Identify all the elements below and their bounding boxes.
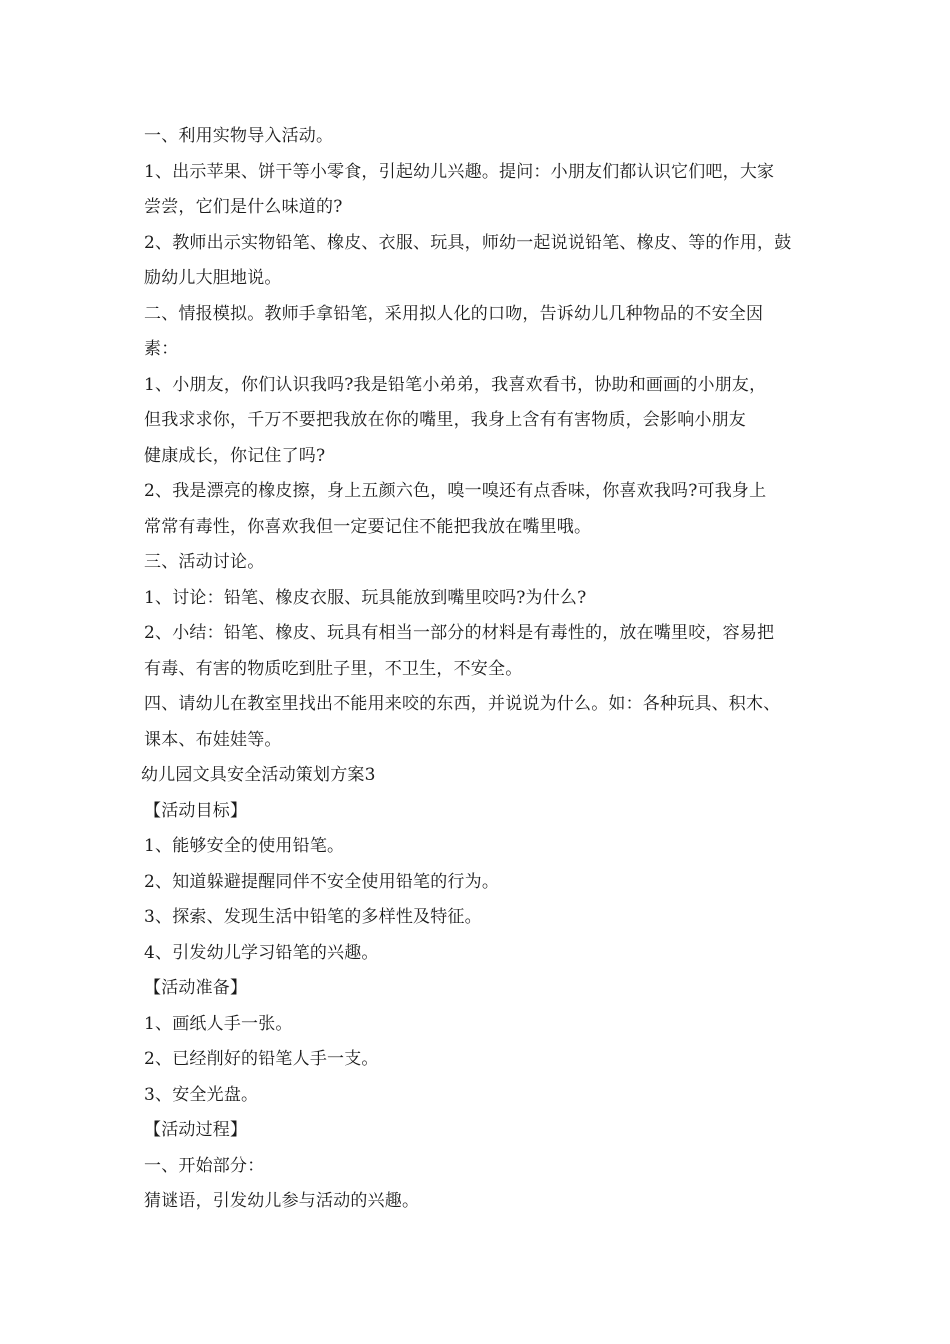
document-body xyxy=(141,119,808,1220)
paragraph-line: 1、讨论：铅笔、橡皮衣服、玩具能放到嘴里咬吗?为什么? xyxy=(144,587,587,608)
bracket-heading: 【活动过程】 xyxy=(144,1120,248,1140)
paragraph-line: 励幼儿大胆地说。 xyxy=(144,268,282,288)
bracket-heading: 【活动目标】 xyxy=(144,800,248,821)
section-heading: 一、开始部分： xyxy=(144,1155,265,1176)
paragraph-line: 尝尝，它们是什么味道的? xyxy=(144,197,343,217)
paragraph-line: 健康成长，你记住了吗? xyxy=(144,445,326,466)
paragraph-line: 1、小朋友，你们认识我吗?我是铅笔小弟弟，我喜欢看书，协助和画画的小朋友， xyxy=(144,374,767,395)
section-heading: 三、活动讨论。 xyxy=(144,552,265,572)
paragraph-line: 1、出示苹果、饼干等小零食，引起幼儿兴趣。提问：小朋友们都认识它们吧，大家 xyxy=(144,161,775,182)
paragraph-line: 但我求求你，千万不要把我放在你的嘴里，我身上含有有害物质，会影响小朋友 xyxy=(144,410,746,430)
list-item: 3、安全光盘。 xyxy=(144,1084,259,1105)
paragraph-line: 课本、布娃娃等。 xyxy=(144,729,282,750)
section-heading: 二、情报模拟。教师手拿铅笔，采用拟人化的口吻，告诉幼儿几种物品的不安全因 xyxy=(144,303,764,324)
document-title: 幼儿园文具安全活动策划方案3 xyxy=(141,765,376,785)
paragraph-line: 猜谜语，引发幼儿参与活动的兴趣。 xyxy=(144,1191,420,1211)
list-item: 3、探索、发现生活中铅笔的多样性及特征。 xyxy=(144,907,482,927)
list-item: 4、引发幼儿学习铅笔的兴趣。 xyxy=(144,942,379,963)
paragraph-line: 2、我是漂亮的橡皮擦，身上五颜六色，嗅一嗅还有点香味，你喜欢我吗?可我身上 xyxy=(144,481,767,501)
section-heading: 四、请幼儿在教室里找出不能用来咬的东西，并说说为什么。如：各种玩具、积木、 xyxy=(144,694,781,714)
section-heading: 一、利用实物导入活动。 xyxy=(144,126,334,146)
list-item: 1、能够安全的使用铅笔。 xyxy=(144,836,345,856)
paragraph-line: 常常有毒性，你喜欢我但一定要记住不能把我放在嘴里哦。 xyxy=(144,516,592,537)
paragraph-line: 有毒、有害的物质吃到肚子里，不卫生，不安全。 xyxy=(144,658,523,679)
bracket-heading: 【活动准备】 xyxy=(144,978,248,998)
list-item: 2、知道躲避提醒同伴不安全使用铅笔的行为。 xyxy=(144,871,500,892)
paragraph-line: 素： xyxy=(144,339,179,359)
paragraph-line: 2、教师出示实物铅笔、橡皮、衣服、玩具，师幼一起说说铅笔、橡皮、等的作用，鼓 xyxy=(144,232,792,253)
paragraph-line: 2、小结：铅笔、橡皮、玩具有相当一部分的材料是有毒性的，放在嘴里咬，容易把 xyxy=(144,623,775,643)
list-item: 2、已经削好的铅笔人手一支。 xyxy=(144,1049,379,1069)
list-item: 1、画纸人手一张。 xyxy=(144,1013,293,1034)
